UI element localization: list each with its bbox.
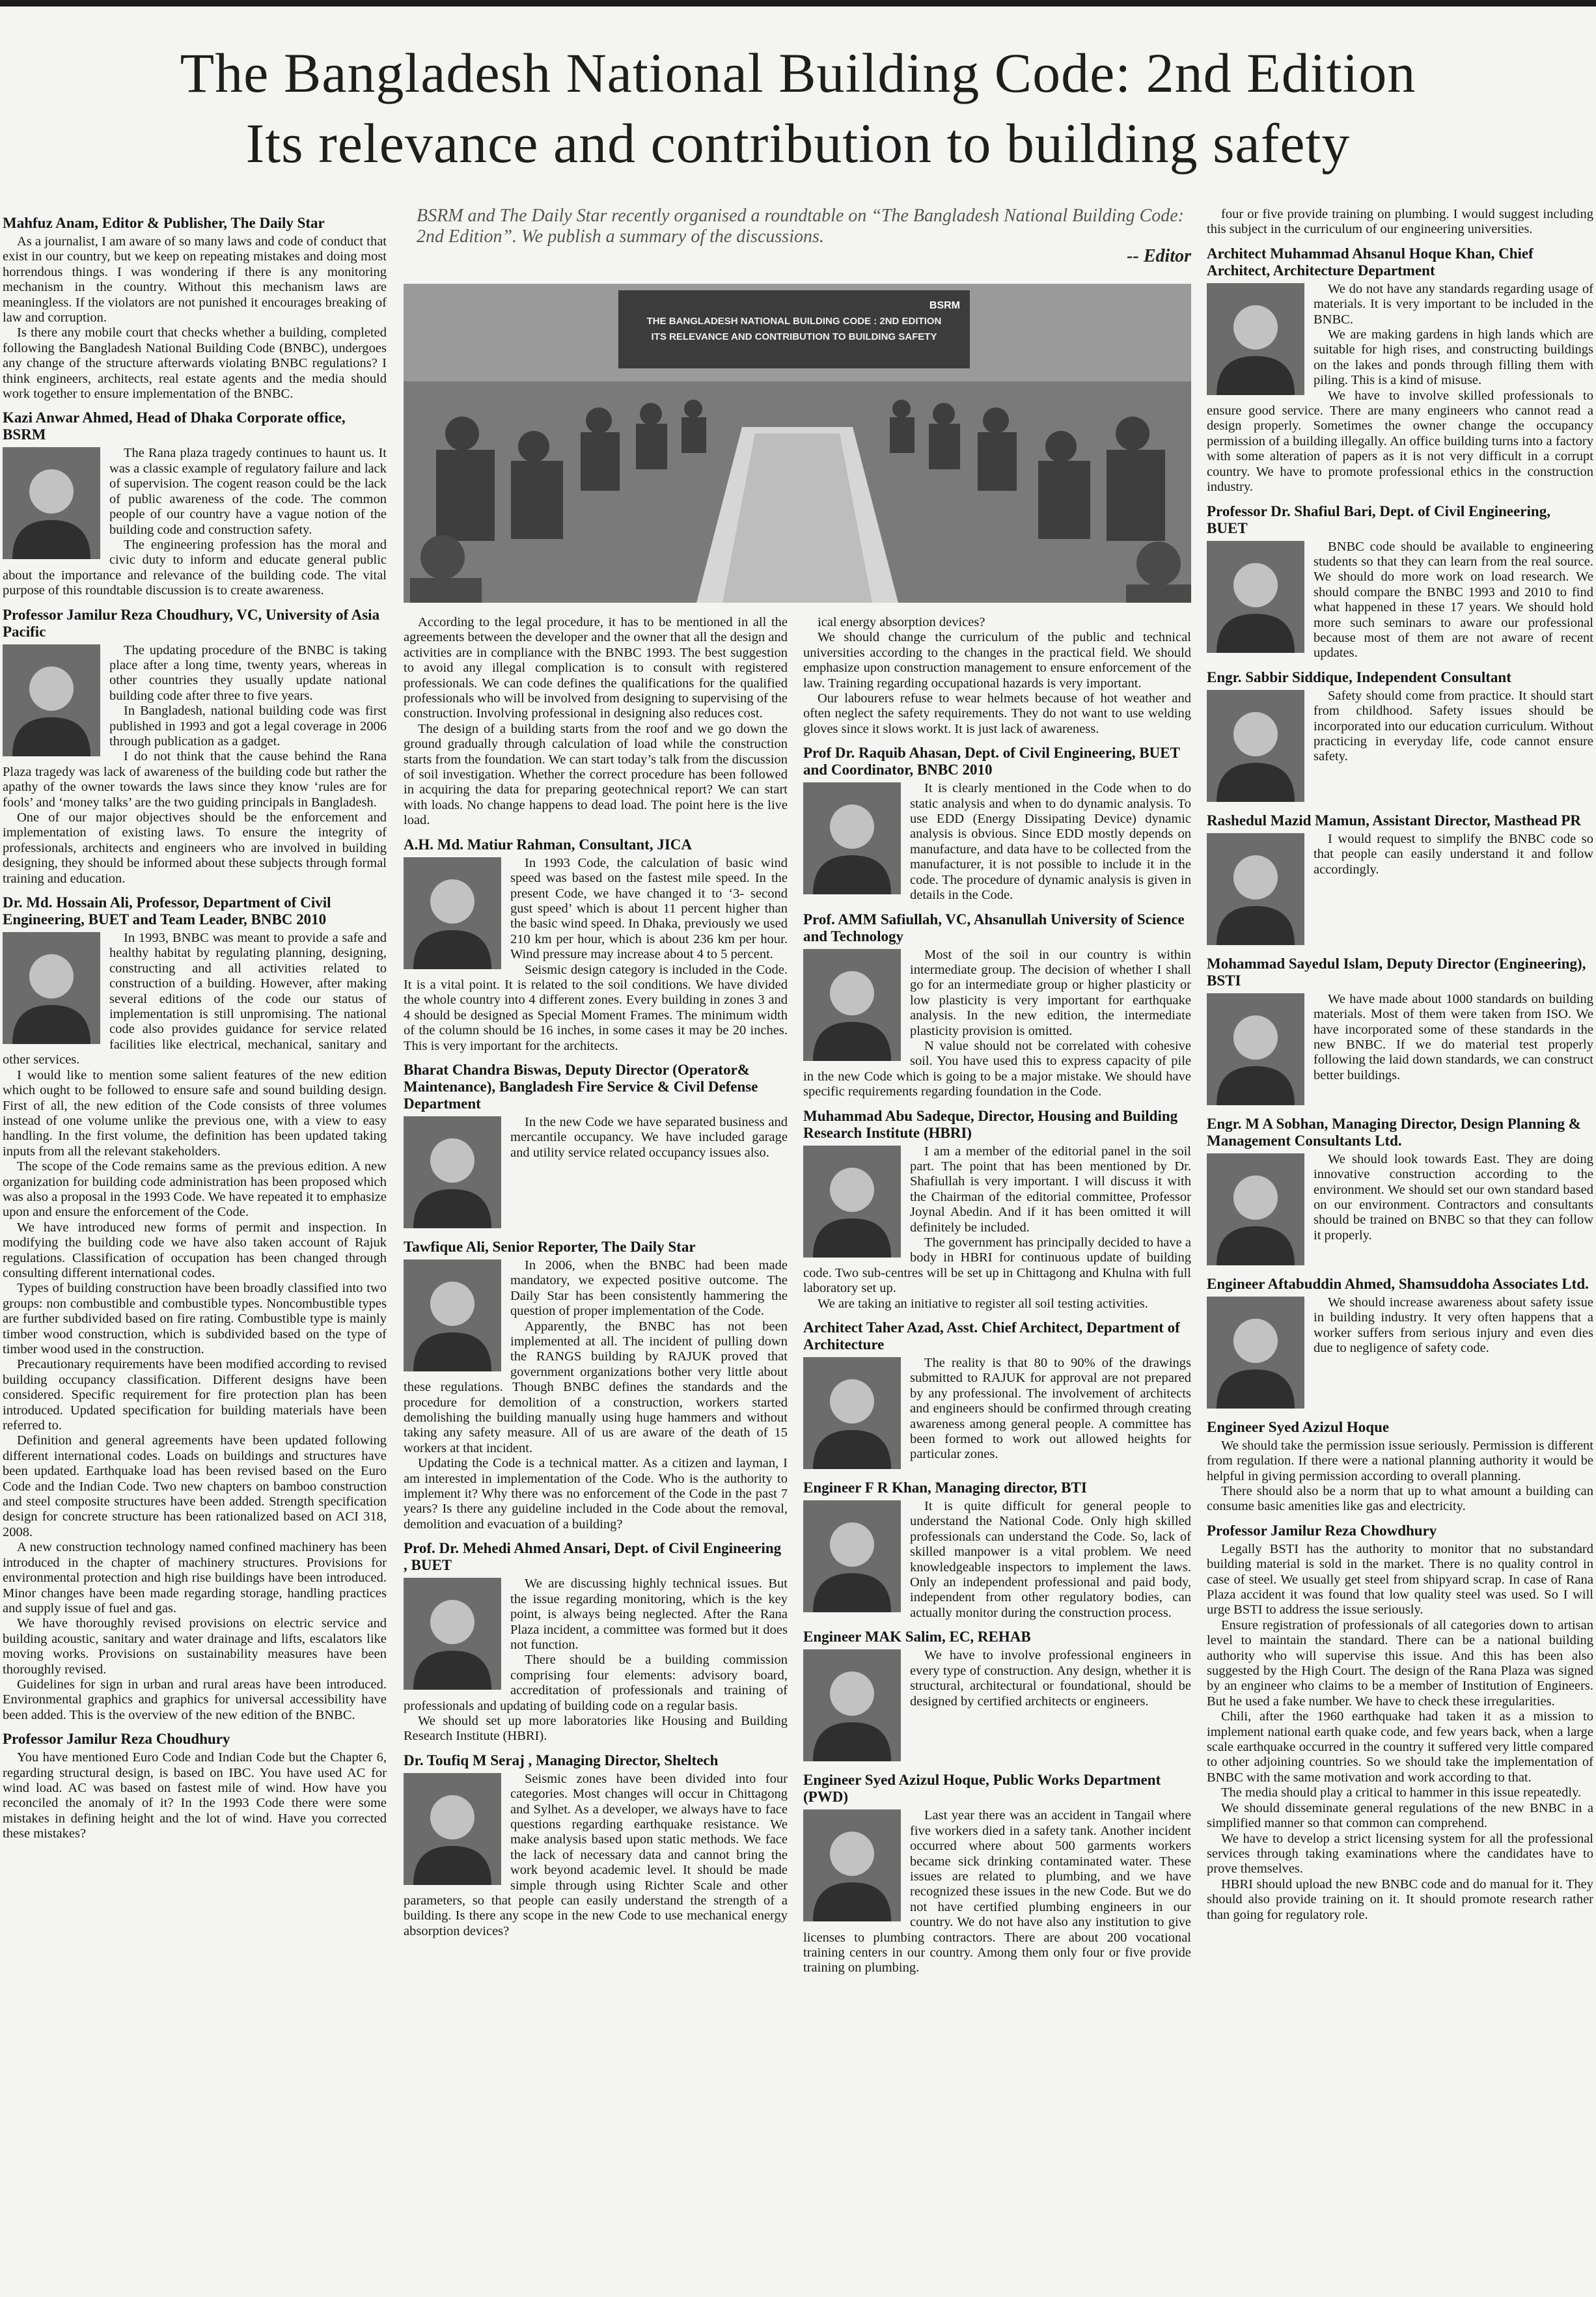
speaker-heading: Engineer Aftabuddin Ahmed, Shamsuddoha Associates Ltd. [1207,1275,1589,1292]
portrait-graphic [3,447,100,559]
speaker-heading: Prof. AMM Safiullah, VC, Ahsanullah University of Science and Technology [803,911,1185,944]
paragraph: HBRI should upload the new BNBC code and do manual for it. They should also provide training on it. It should promote research rather than going for regulatory role. [1207,1877,1593,1922]
photo-banner [618,290,970,368]
paragraph: In the new Code we have separated business and mercantile occupancy. We have included garage and utility service related occupancy issues also. [510,1114,788,1160]
paragraph: Chili, after the 1960 earthquake had taken it as a mission to implement national earth quake code, and few years back, when a large scale earthquake occurred in the country it suffered very little compared to other adjoining countries. So we should take the implementation of BNBC with the same motivation and work according to that. [1207,1709,1593,1785]
section-prof-dr-mehedi-ahmed-ansari-dept-of-civi [404,1540,788,1744]
section-engineer-aftabuddin-ahmed-shamsuddoha-as [1207,1276,1593,1411]
speaker-heading: Professor Jamilur Reza Choudhury, VC, University of Asia Pacific [3,606,380,640]
photo-banner-line-1: THE BANGLADESH NATIONAL BUILDING CODE : 2ND EDITION [646,316,942,327]
paragraph: Safety should come from practice. It should start from childhood. Safety issues should be incorporated into our education curriculum. Without practicing in everyday life, code cannot ensure safety. [1314,688,1593,764]
portrait-graphic [404,1116,501,1228]
paragraph: N value should not be correlated with cohesive soil. You have used this to express capacity of pile in the new Code which is going to be a major mistake. We should have specific requirements regarding foundation in the Code. [803,1038,1191,1099]
speaker-heading: Engr. M A Sobhan, Managing Director, Design Planning & Management Consultants Ltd. [1207,1115,1581,1149]
speaker-photo [803,949,901,1061]
portrait-graphic [404,857,501,969]
speaker-photo [404,1578,501,1690]
portrait-graphic [803,949,901,1061]
speaker-heading: Dr. Md. Hossain Ali, Professor, Department of Civil Engineering, BUET and Team Leader, BNBC 2010 [3,894,331,928]
section-professor-jamilur-reza-chowdhury [1207,1522,1593,1923]
portrait-graphic [1207,690,1304,802]
section-dr-md-hossain-ali-professor-department-o [3,894,387,1723]
paragraph: Most of the soil in our country is within intermediate group. The decision of whether I shall go for an intermediate group or higher plasticity or low plasticity is very important for earthquake analysis. In the new edition, the intermediate plasticity provision is omitted. [910,947,1191,1038]
portrait-graphic [803,1500,901,1612]
paragraph: Seismic zones have been divided into four categories. Most changes will occur in Chittagong and Sylhet. As a developer, we always have to face questions regarding earthquake resistance. We make analysis based upon static methods. We face the lack of necessary data and cannot bring the work beyond academic level. It should be made simple through using Richter Scale and other parameters, so that people can easily understand the strength of a building. Is there any scope in the new Code to use mechanical energy absorption devices? [404,1771,788,1938]
roundtable-photo-graphic [404,284,1191,603]
paragraph: The scope of the Code remains same as the previous edition. A new organization for building code administration has been proposed which was also a proposal in the 1993 Code. We have repeated it to emphasize upon and ensure the enforcement of the Code. [3,1159,387,1220]
speaker-photo [3,447,100,559]
speaker-heading: Engineer MAK Salim, EC, REHAB [803,1629,1031,1645]
section-muhammad-abu-sadeque-director-housing-an [803,1108,1191,1312]
paragraph: Precautionary requirements have been modified according to revised building occupancy classification. Different designs have been considered. Specific requirement for fire protection plan has been introduced. Updated specification for building materials have been referred to. [3,1357,387,1433]
speaker-heading: Prof. Dr. Mehedi Ahmed Ansari, Dept. of Civil Engineering , BUET [404,1540,782,1574]
section-dr-toufiq-m-seraj-managing-director-shel [404,1752,788,1939]
portrait-graphic [404,1259,501,1371]
intro-byline: -- Editor [1127,246,1191,266]
paragraph: One of our major objectives should be the enforcement and implementation of existing laws. To ensure the integrity of professionals, architects and engineers who are involved in building designing, they should be informed about these subjects through formal training and education. [3,810,387,886]
speaker-photo [803,1809,901,1921]
speaker-photo [803,782,901,894]
portrait-graphic [1207,541,1304,653]
section-professor-dr-shafiul-bari-dept-of-civil- [1207,503,1593,661]
paragraph: BNBC code should be available to engineering students so that they can learn from the real source. We should do more work on load research. We should compare the BNBC 1993 and 2010 to find what happened in these 17 years. We should hold more such seminars to aware our professional because most of them are not aware of recent updates. [1314,539,1593,661]
paragraph: four or five provide training on plumbing. I would suggest including this subject in the curriculum of our engineering universities. [1207,207,1593,237]
portrait-graphic [404,1773,501,1885]
paragraph: Seismic design category is included in the Code. It is a vital point. It is related to the soil conditions. We have divided the whole country into 4 different zones. Every building in zones 3 and 4 should be designed as Special Moment Frames. The minimum width of the column should be 16 inches, in some cases it may be 20 inches. This is very important for the architects. [404,962,788,1053]
speaker-photo [803,1649,901,1761]
portrait-graphic [803,1357,901,1469]
headline-line-1: The Bangladesh National Building Code: 2nd Edition [180,42,1416,104]
section-architect-taher-azad-asst-chief-architec [803,1319,1191,1472]
section-kazi-anwar-ahmed-head-of-dhaka-corporate [3,409,387,598]
speaker-photo [1207,541,1304,653]
paragraph: The updating procedure of the BNBC is taking place after a long time, twenty years, whereas in other countries they usually update national building code after three to five years. [109,642,387,703]
paragraph: There should also be a norm that up to what amount a building can consume basic amenities like gas and electricity. [1207,1483,1593,1514]
section-rashedul-mazid-mamun-assistant-director- [1207,812,1593,948]
section-continued [404,615,788,829]
paragraph: In Bangladesh, national building code was first published in 1993 and got a legal coverage in 2006 through publication as a gadget. [109,704,387,749]
paragraph: Is there any mobile court that checks whether a building, completed following the Bangladesh National Building Code (BNBC), undergoes any change of the structure afterwards violating BNBC regulations? I think engineers, architects, real estate agents and the media should work together to ensure implementation of the BNBC. [3,325,387,402]
paragraph: Legally BSTI has the authority to monitor that no substandard building material is sold in the market. There is no quality control in case of steel. We usually get steel from shipyard scrap. In case of Rana Plaza accident it was found that low quality steel was used. So I will urge BSTI to address the issue seriously. [1207,1541,1593,1617]
paragraph: We are discussing highly technical issues. But the issue regarding monitoring, which is the key point, is always being neglected. After the Rana Plaza incident, a committee was formed but it does not function. [510,1576,788,1652]
paragraph: The reality is that 80 to 90% of the drawings submitted to RAJUK for approval are not prepared by any professional. The involvement of architects and engineers should be confirmed through creating awareness among general people. A committee has been formed to work out allowed heights for particular zones. [910,1356,1191,1462]
paragraph: Apparently, the BNBC has not been implemented at all. The incident of pulling down the RANGS building by RAJUK proved that government organizations bother very little about these regulations. Though BNBC defines the standards and the procedure for demolition of a construction, workers started demolishing the building manually using huge hammers and without taking any safety measure. All of us are aware of the death of 15 workers at that incident. [404,1319,788,1455]
section-tawfique-ali-senior-reporter-the-daily-s [404,1239,788,1532]
speaker-heading: Professor Dr. Shafiul Bari, Dept. of Civil Engineering, BUET [1207,502,1550,536]
portrait-graphic [1207,1297,1304,1409]
paragraph: We are taking an initiative to register all soil testing activities. [818,1296,1148,1311]
paragraph: In 1993 Code, the calculation of basic wind speed was based on the fastest mile speed. In the present Code, we have changed it to ‘3- second gust speed’ which is about 11 percent higher than the basic wind speed. In Dhaka, previously we used 210 km per hour, which is about 236 km per hour. Wind pressure may increase about 4 to 5 percent. [510,855,788,962]
page-top-rule [0,0,1596,7]
speaker-heading: Mohammad Sayedul Islam, Deputy Director (Engineering), BSTI [1207,955,1586,989]
section-engineer-syed-azizul-hoque [1207,1419,1593,1515]
paragraph: The government has principally decided to have a body in HBRI for continuous update of building code. Two sub-centres will be set up in Chittagong and Khulna with full laboratory set up. [803,1235,1191,1296]
paragraph: We should increase awareness about safety issue in building industry. It very often happens that a worker suffers from serious injury and even dies due to negligence of safety code. [1314,1295,1593,1355]
section-mahfuz-anam-editor-publisher-the-daily-s [3,215,387,402]
paragraph: Definition and general agreements have been updated following different international codes. Loads on buildings and structures have been updated. Earthquake load has been revised based on the Euro Code and the Indian Code. Two new chapters on bamboo construction and steel composite structures have been added. Strength specification design for concrete structure has been rationalized based on ACI 318, 2008. [3,1433,387,1539]
speaker-photo [404,857,501,969]
speaker-photo [803,1500,901,1612]
speaker-photo [3,932,100,1044]
speaker-heading: Dr. Toufiq M Seraj , Managing Director, Sheltech [404,1752,719,1768]
speaker-photo [404,1259,501,1371]
intro-text: BSRM and The Daily Star recently organised a roundtable on “The Bangladesh National Building Code: 2nd Edition”. We publish a summary of the discussions. [417,206,1185,247]
roundtable-photo [404,284,1191,603]
photo-banner-line-2: ITS RELEVANCE AND CONTRIBUTION TO BUILDING SAFETY [651,331,937,342]
paragraph: The media should play a critical to hammer in this issue repeatedly. [1221,1785,1582,1800]
paragraph: We should disseminate general regulations of the new BNBC in a simplified manner so that common can comprehend. [1207,1800,1593,1831]
headline [0,38,1596,178]
speaker-photo [803,1357,901,1469]
speaker-heading: Architect Taher Azad, Asst. Chief Architect, Department of Architecture [803,1319,1180,1353]
section-engr-m-a-sobhan-managing-director-design [1207,1116,1593,1268]
speaker-heading: Professor Jamilur Reza Chowdhury [1207,1522,1437,1539]
paragraph: I am a member of the editorial panel in the soil part. The point that has been mentioned by Dr. Shafiullah is very important. I will discuss it with the Chairman of the editorial committee, Professor Joynal Abedin. And if it has been omitted it will definitely be included. [910,1144,1191,1235]
paragraph: I do not think that the cause behind the Rana Plaza tragedy was lack of awareness of the building code but rather the apathy of the owner towards the laws since they know ‘rules are for fools’ and ‘money talks’ are the two guiding principals in Bangladesh. [3,749,387,810]
speaker-heading: Rashedul Mazid Mamun, Assistant Director, Masthead PR [1207,812,1582,829]
portrait-graphic [3,644,100,756]
speaker-heading: Kazi Anwar Ahmed, Head of Dhaka Corporate office, BSRM [3,409,346,443]
paragraph: We have to involve skilled professionals to ensure good service. There are many engineers who cannot read a design properly. Sometimes the owner change the occupancy permission of a building illegally. An office building turns into a factory with some alteration of papers as it is not very difficult in a corrupt country. We have to promote professional ethics in the construction industry. [1207,388,1593,495]
paragraph: It is clearly mentioned in the Code when to do static analysis and when to do dynamic analysis. To use EDD (Energy Dissipating Device) dynamic analysis is obvious. Since EDD mostly depends on manufacture, and data have to be collected from the manufacturer, it is not possible to include it in the code. The procedure of dynamic analysis is given in details in the Code. [910,781,1191,903]
paragraph: There should be a building commission comprising four elements: advisory board, accreditation of professionals and training of professionals and updating of building code on a regular basis. [404,1653,788,1713]
portrait-graphic [803,1649,901,1761]
paragraph: In 1993, BNBC was meant to provide a safe and healthy habitat by regulating planning, designing, constructing and all activities related to construction of a building. However, after making several editions of the code our status of implementation is still unpromising. The national code also provides guidance for service related facilities like electrical, mechanical, sanitary and other services. [3,931,387,1067]
paragraph: The Rana plaza tragedy continues to haunt us. It was a classic example of regulatory failure and lack of supervision. The cogent reason could be the lack of public awareness of the code. The common people of our country have a vague notion of the building code and construction safety. [109,446,387,537]
speaker-heading: Engr. Sabbir Siddique, Independent Consultant [1207,668,1511,685]
paragraph: We should set up more laboratories like Housing and Building Research Institute (HBRI). [404,1713,788,1744]
speaker-photo [1207,1153,1304,1265]
speaker-photo [1207,283,1304,395]
speaker-photo [404,1116,501,1228]
paragraph: We should look towards East. They are doing innovative construction according to the environment. We should set our own standard based on our environment. Contractors and consultants should be trained on BNBC so that they can follow it properly. [1314,1151,1593,1243]
paragraph: Our labourers refuse to wear helmets because of hot weather and often neglect the safety requirements. They do not want to use welding gloves since it slows workt. It is just lack of awareness. [803,691,1191,736]
section-bharat-chandra-biswas-deputy-director-op [404,1062,788,1231]
paragraph: We should take the permission issue seriously. Permission is different from regulation. If there were a national planning authority it would be helpful in giving permission according to overall planning. [1207,1438,1593,1483]
paragraph: We are making gardens in high lands which are suitable for high rises, and constructing buildings on the lakes and ponds through filling them with piling. This is a kind of misuse. [1314,327,1593,388]
photo-banner-brand: BSRM [929,300,960,311]
paragraph: We have to develop a strict licensing system for all the professional services through taking examinations where the candidates have to prove themselves. [1207,1831,1593,1877]
section-professor-jamilur-reza-choudhury [3,1731,387,1841]
portrait-graphic [1207,833,1304,945]
speaker-heading: Muhammad Abu Sadeque, Director, Housing and Building Research Institute (HBRI) [803,1107,1178,1141]
section-professor-jamilur-reza-choudhury-vc-univ [3,607,387,887]
paragraph: We have introduced new forms of permit and inspection. In modifying the building code we have also taken account of Rajuk regulations. Classification of occupation has been changed through consulting different international codes. [3,1220,387,1280]
paragraph: I would request to simplify the BNBC code so that people can easily understand it and follow accordingly. [1314,831,1593,877]
speaker-heading: Engineer Syed Azizul Hoque, Public Works Department (PWD) [803,1772,1161,1806]
paragraph: You have mentioned Euro Code and Indian Code but the Chapter 6, regarding structural design, is based on IBC. You have used AC for wind load. AC was based on fastest mile of wind. How have you reconciled the anomaly of it? In the 1993 Code there were some mistakes in defining height and the lot of wind. Have you corrected these mistakes? [3,1750,387,1841]
speaker-photo [1207,1297,1304,1409]
portrait-graphic [803,1146,901,1258]
column-4 [1207,207,1593,2290]
speaker-photo [1207,993,1304,1105]
paragraph: Updating the Code is a technical matter. As a citizen and layman, I am interested in implementation of the Code. Who is the authority to implement it? Why there was no enforcement of the Code in the past 7 years? Is there any guideline included in the Code about the removal, demolition and evacuation of a building? [404,1456,788,1532]
paragraph: Ensure registration of professionals of all categories down to artisan level to maintain the standard. There can be a national building authority who will supervise this issue. And this has been also suggested by the High Court. The design of the Rana Plaza was signed by an engineer who claims to be a member of Institution of Engineers. But he used a fake number. We have to check these irregularities. [1207,1617,1593,1709]
paragraph: Last year there was an accident in Tangail where five workers died in a safety tank. Another incident occurred where about 500 garments workers became sick drinking contaminated water. These issues are related to plumbing, and we have recognized these issues in the new Code. But we do not have certified plumbing engineers in our country. We do not have also any institution to give licenses to plumbing contractors. There are about 200 vocational training centers in our country. Among them only four or five provide training on plumbing. [803,1808,1191,1975]
speaker-photo [803,1146,901,1258]
paragraph: ical energy absorption devices? [818,615,985,629]
paragraph: According to the legal procedure, it has to be mentioned in all the agreements between the developer and the owner that all the design and activities are in compliance with the BNBC 1993. The best suggestion to avoid any illegal complication is to consult with registered professionals. We can code defines the qualifications for the qualified professionals who will be involved from designing to supervising of the construction. Involving professional in designing also reduces cost. [404,615,788,721]
section-continued [803,615,1191,737]
speaker-heading: Professor Jamilur Reza Choudhury [3,1731,230,1748]
speaker-heading: A.H. Md. Matiur Rahman, Consultant, JICA [404,836,693,853]
paragraph: We have thoroughly revised provisions on electric service and building acoustic, sanitary and water drainage and lifts, escalators like moving works. Provisions on sustainability measures have been thoroughly revised. [3,1616,387,1677]
section-a-h-md-matiur-rahman-consultant-jica [404,836,788,1054]
speaker-photo [3,644,100,756]
headline-line-2: Its relevance and contribution to building safety [245,112,1351,174]
column-3 [803,615,1191,2291]
paragraph: Guidelines for sign in urban and rural areas have been introduced. Environmental graphics and graphics for universal accessibility have been added. This is the overview of the new edition of the BNBC. [3,1677,387,1722]
speaker-photo [1207,690,1304,802]
section-mohammad-sayedul-islam-deputy-director-e [1207,956,1593,1108]
portrait-graphic [803,782,901,894]
paragraph: As a journalist, I am aware of so many laws and code of conduct that exist in our country, but we keep on repeating mistakes and doing most horrendous things. I was wondering if there is any monitoring mechanism in the country. Without this mechanism laws are meaningless. If the violators are not punished it encourages breaking of law and corruption. [3,234,387,325]
column-1 [3,207,387,2290]
section-engr-sabbir-siddique-independent-consult [1207,669,1593,805]
portrait-graphic [803,1809,901,1921]
section-architect-muhammad-ahsanul-hoque-khan-ch [1207,245,1593,495]
paragraph: In 2006, when the BNBC had been made mandatory, we expected positive outcome. The Daily Star has been consistently hammering the question of proper implementation of the Code. [510,1258,788,1319]
speaker-heading: Tawfique Ali, Senior Reporter, The Daily Star [404,1238,696,1255]
portrait-graphic [1207,1153,1304,1265]
section-engineer-syed-azizul-hoque-public-works- [803,1772,1191,1975]
paragraph: We should change the curriculum of the public and technical universities according to the changes in the practical field. We should emphasize upon construction management to ensure enforcement of the law. Training regarding occupational hazards is very important. [803,630,1191,691]
speaker-photo [1207,833,1304,945]
portrait-graphic [404,1578,501,1690]
speaker-heading: Bharat Chandra Biswas, Deputy Director (Operator& Maintenance), Bangladesh Fire Service & Civil Defense Department [404,1061,758,1112]
paragraph: A new construction technology named confined machinery has been introduced in the chapter of machinery structures. Provisions for environmental protection and high rise buildings have been introduced. Minor changes have been made regarding storage, handling practices and supply issue of fuel and gas. [3,1540,387,1616]
paragraph: I would like to mention some salient features of the new edition which ought to be followed to ensure safe and sound building design. First of all, the new edition of the Code consists of three volumes instead of one volume unlike the previous one, with a view to easy handling. In the first volume, the definition has been updated taking inputs from all the relevant stakeholders. [3,1067,387,1159]
section-continued [1207,207,1593,238]
paragraph: It is quite difficult for general people to understand the National Code. Only high skilled professionals can understand the Code. So, lack of skilled manpower is a vital problem. We need knowledgeable inspectors to implement the laws. Only an independent professional and paid body, independent from other regulatory bodies, can actually monitor during the construction process. [910,1499,1191,1620]
paragraph: The engineering profession has the moral and civic duty to inform and educate general public about the importance and relevance of the building code. The vital purpose of this roundtable discussion is to create awareness. [3,537,387,598]
section-engineer-mak-salim-ec-rehab [803,1629,1191,1764]
portrait-graphic [3,932,100,1044]
portrait-graphic [1207,283,1304,395]
paragraph: We do not have any standards regarding usage of materials. It is very important to be included in the BNBC. [1314,281,1593,327]
speaker-heading: Prof Dr. Raquib Ahasan, Dept. of Civil Engineering, BUET and Coordinator, BNBC 2010 [803,745,1180,778]
speaker-heading: Mahfuz Anam, Editor & Publisher, The Daily Star [3,215,325,231]
section-engineer-f-r-khan-managing-director-bti [803,1479,1191,1621]
speaker-heading: Engineer Syed Azizul Hoque [1207,1418,1390,1435]
portrait-graphic [1207,993,1304,1105]
paragraph: The design of a building starts from the roof and we go down the ground gradually through calculation of load while the construction starts from the foundation. We can start today’s talk from the discussion of soil investigation. Whether the correct procedure has been followed in acquiring the data for preparing geotechnical report? We can start with loads. No change happens to dead load. The point here is the live load. [404,721,788,828]
speaker-photo [404,1773,501,1885]
column-2 [404,615,788,2291]
paragraph: We have made about 1000 standards on building materials. Most of them were taken from ISO. We have incorporated some of these standards in the new BNBC. If we do material test properly following the laid down standards, we can construct better buildings. [1314,991,1593,1082]
section-prof-amm-safiullah-vc-ahsanullah-univers [803,911,1191,1100]
speaker-heading: Engineer F R Khan, Managing director, BTI [803,1479,1087,1496]
speaker-heading: Architect Muhammad Ahsanul Hoque Khan, Chief Architect, Architecture Department [1207,245,1534,279]
paragraph: We have to involve professional engineers in every type of construction. Any design, whether it is structural, architectural or foundational, should be designed by certified architects or engineers. [910,1648,1191,1709]
section-prof-dr-raquib-ahasan-dept-of-civil-engi [803,745,1191,903]
paragraph: Types of building construction have been broadly classified into two groups: non combustible and combustible types. Noncombustible types are further subdivided based on fire rating. Combustible type is mainly timber wood construction, which is subdivided based on the type of timber wood used in the construction. [3,1281,387,1356]
